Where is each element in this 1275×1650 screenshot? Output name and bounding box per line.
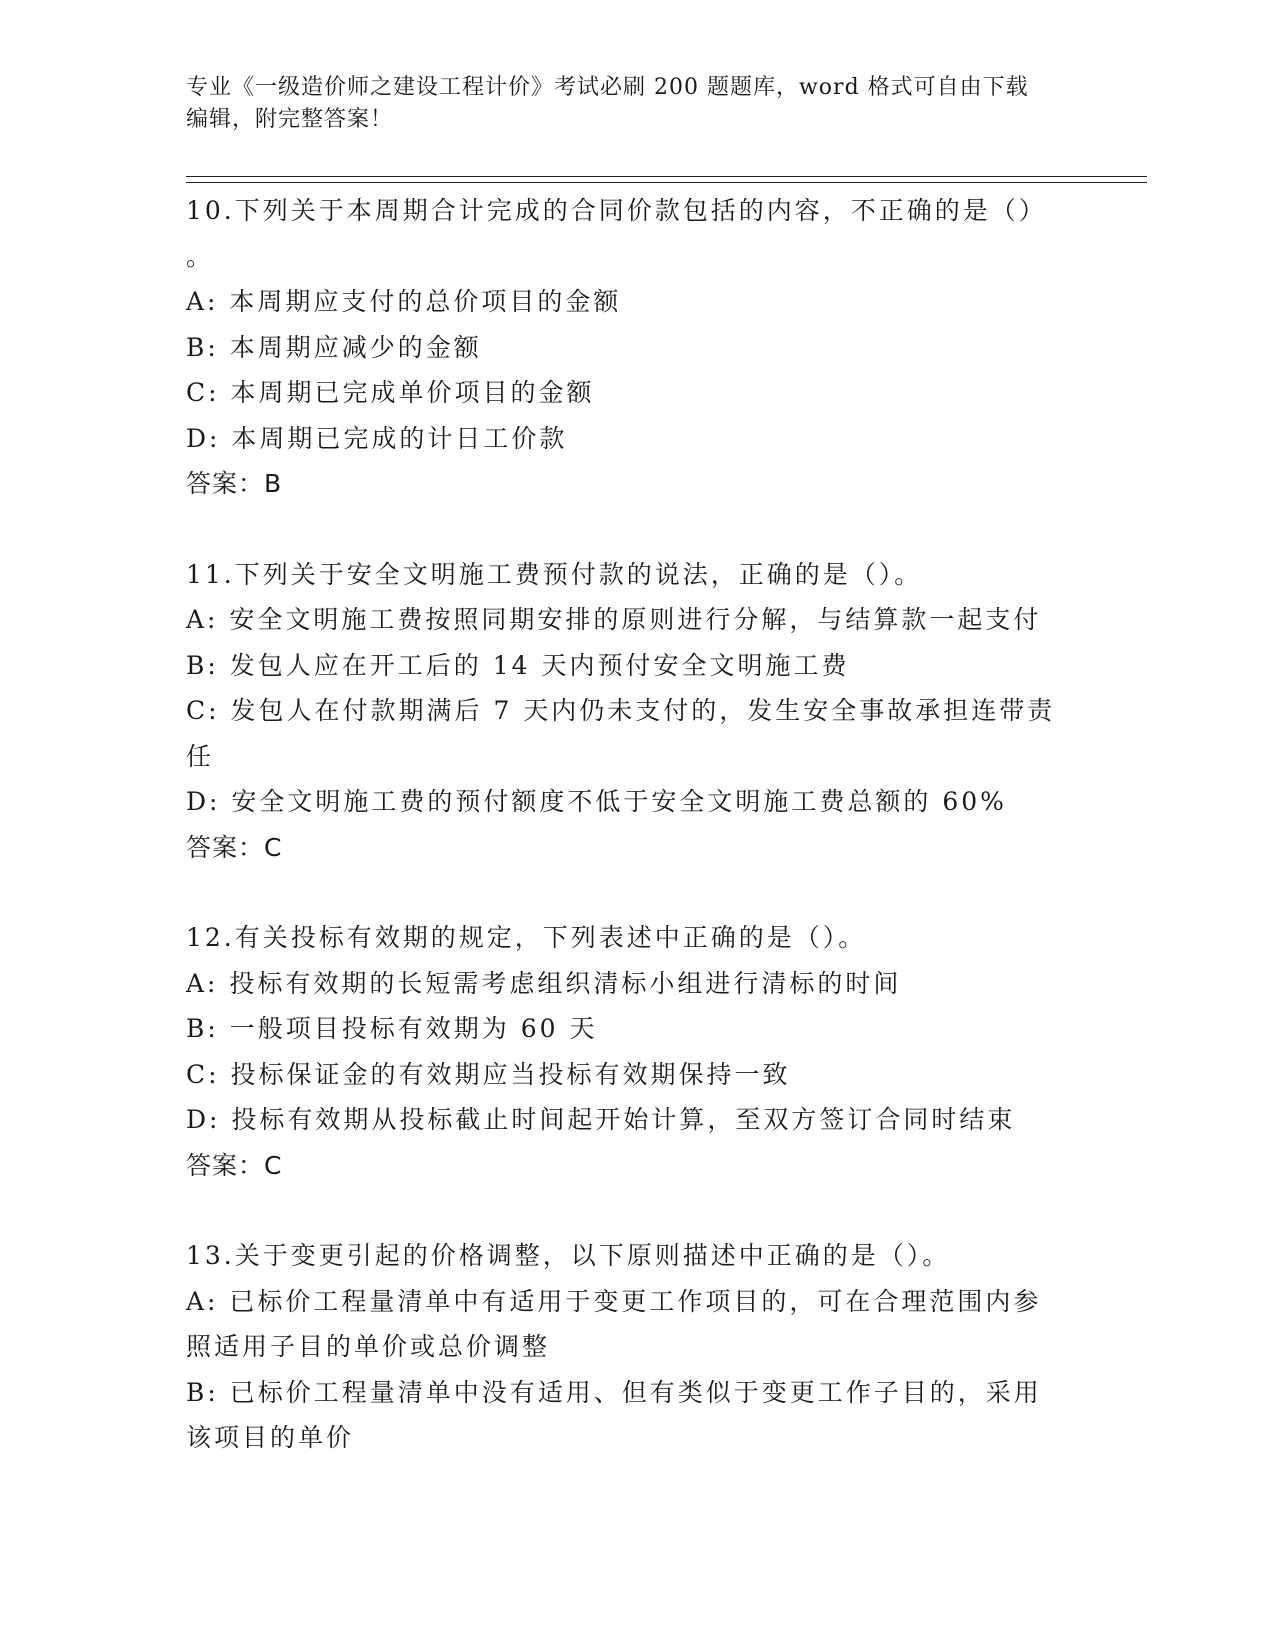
answer-line: 答案：C bbox=[186, 832, 283, 862]
question-gap bbox=[186, 507, 1086, 552]
question-11 bbox=[186, 552, 1086, 871]
question-stem-line: 11.下列关于安全文明施工费预付款的说法，正确的是（）。 bbox=[186, 559, 923, 589]
question-stem-line: 13.关于变更引起的价格调整，以下原则描述中正确的是（）。 bbox=[186, 1241, 951, 1270]
option-a: A: 安全文明施工费按照同期安排的原则进行分解，与结算款一起支付 bbox=[186, 605, 1042, 634]
question-10 bbox=[186, 188, 1086, 507]
answer-line: 答案：B bbox=[186, 469, 283, 498]
option-b: B: 本周期应减少的金额 bbox=[186, 332, 482, 362]
option-a: A: 已标价工程量清单中有适用于变更工作项目的，可在合理范围内参 bbox=[186, 1286, 1042, 1316]
answer-line: 答案：C bbox=[186, 1150, 283, 1180]
option-b: B: 发包人应在开工后的 14 天内预付安全文明施工费 bbox=[186, 650, 850, 680]
option-c: C: 投标保证金的有效期应当投标有效期保持一致 bbox=[186, 1059, 791, 1089]
question-stem-line: 10.下列关于本周期合计完成的合同价款包括的内容，不正确的是（） bbox=[186, 196, 1047, 225]
option-d: D: 本周期已完成的计日工价款 bbox=[186, 423, 568, 453]
question-list bbox=[186, 188, 1086, 1461]
option-a: A: 本周期应支付的总价项目的金额 bbox=[186, 287, 622, 316]
option-c: C: 发包人在付款期满后 7 天内仍未支付的，发生安全事故承担连带责 bbox=[186, 696, 1056, 725]
header-line-1: 专业《一级造价师之建设工程计价》考试必刷 200 题题库，word 格式可自由下载 bbox=[186, 75, 1029, 100]
option-a-continued: 照适用子目的单价或总价调整 bbox=[186, 1332, 551, 1361]
question-stem-line: 12.有关投标有效期的规定，下列表述中正确的是（）。 bbox=[186, 923, 867, 952]
question-12 bbox=[186, 915, 1086, 1188]
option-a: A: 投标有效期的长短需考虑组织清标小组进行清标的时间 bbox=[186, 968, 902, 998]
header-rule-bottom bbox=[186, 182, 1147, 183]
option-b: B: 一般项目投标有效期为 60 天 bbox=[186, 1014, 598, 1043]
option-b-continued: 该项目的单价 bbox=[186, 1423, 355, 1452]
header-line-2: 编辑，附完整答案！ bbox=[186, 107, 394, 132]
question-gap bbox=[186, 870, 1086, 915]
option-c-continued: 任 bbox=[186, 741, 215, 771]
document-header bbox=[186, 72, 1086, 136]
question-gap bbox=[186, 1188, 1086, 1233]
option-b: B: 已标价工程量清单中没有适用、但有类似于变更工作子目的，采用 bbox=[186, 1377, 1042, 1407]
question-13 bbox=[186, 1233, 1086, 1461]
header-rule-top bbox=[186, 176, 1147, 177]
question-stem-line: 。 bbox=[186, 241, 215, 271]
option-d: D: 安全文明施工费的预付额度不低于安全文明施工费总额的 60% bbox=[186, 787, 1007, 816]
option-d: D: 投标有效期从投标截止时间起开始计算，至双方签订合同时结束 bbox=[186, 1105, 1016, 1134]
option-c: C: 本周期已完成单价项目的金额 bbox=[186, 378, 595, 407]
